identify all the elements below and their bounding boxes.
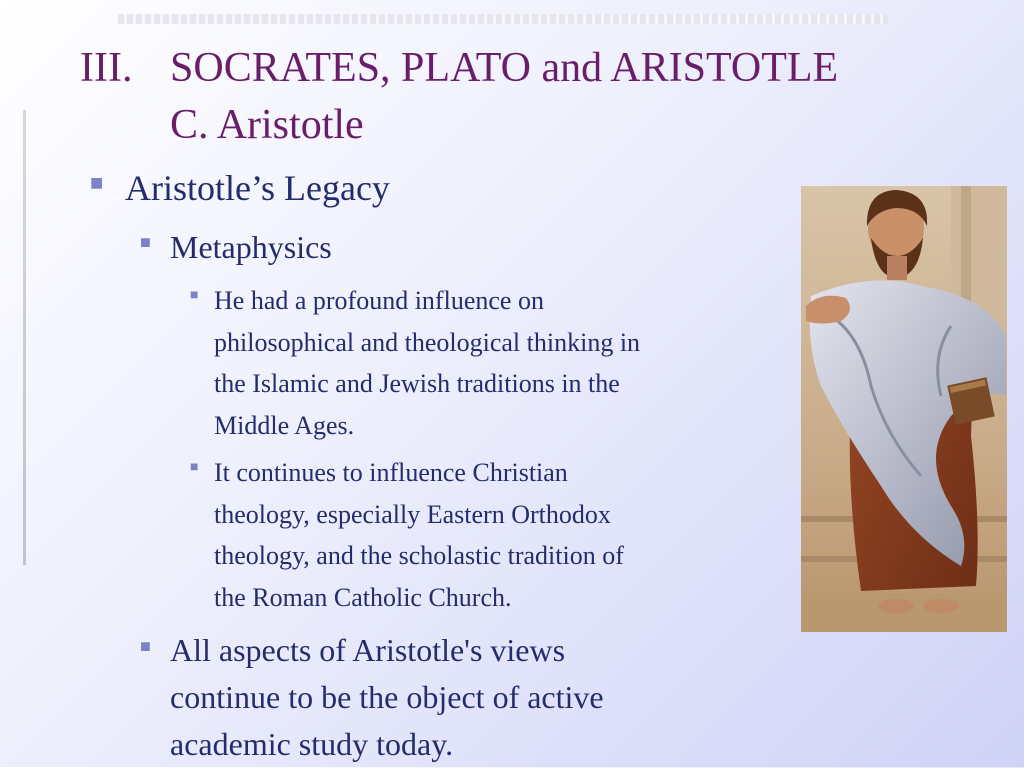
- text-line: Middle Ages.: [214, 410, 355, 440]
- text-line: continue to be the object of active: [170, 679, 604, 715]
- left-decorative-rule: [23, 110, 26, 565]
- text-line: theology, especially Eastern Orthodox: [214, 499, 611, 529]
- legacy-heading: Aristotle’s Legacy: [125, 168, 390, 208]
- title-line-2: C. Aristotle: [170, 102, 364, 148]
- sub-bullet-influence-islamic-jewish: [214, 280, 640, 446]
- text-line: theology, and the scholastic tradition of: [214, 541, 624, 570]
- text-line: He had a profound influence on: [214, 286, 544, 315]
- text-line: All aspects of Aristotle's views: [170, 632, 566, 668]
- metaphysics-heading: Metaphysics: [170, 229, 332, 265]
- title-line-1: SOCRATES, PLATO and ARISTOTLE: [170, 45, 839, 91]
- text-line: philosophical and theological thinking in: [214, 327, 641, 357]
- bullet-square-icon: ■: [140, 636, 151, 656]
- bullet-square-icon: ■: [140, 232, 151, 252]
- top-decorative-rule: [118, 14, 888, 24]
- text-line: It continues to influence Christian: [214, 458, 568, 487]
- section-number: III.: [80, 45, 133, 91]
- aristotle-painting: [801, 186, 1007, 632]
- bullet-square-icon: ■: [190, 460, 199, 475]
- text-line: the Islamic and Jewish traditions in the: [214, 369, 620, 398]
- text-line: academic study today.: [170, 726, 454, 762]
- sub-bullet-influence-christian: [214, 452, 624, 618]
- bullet-square-icon: ■: [190, 288, 199, 303]
- bullet-square-icon: ■: [90, 170, 104, 195]
- all-aspects-bullet: [170, 627, 604, 768]
- text-line: the Roman Catholic Church.: [214, 582, 512, 612]
